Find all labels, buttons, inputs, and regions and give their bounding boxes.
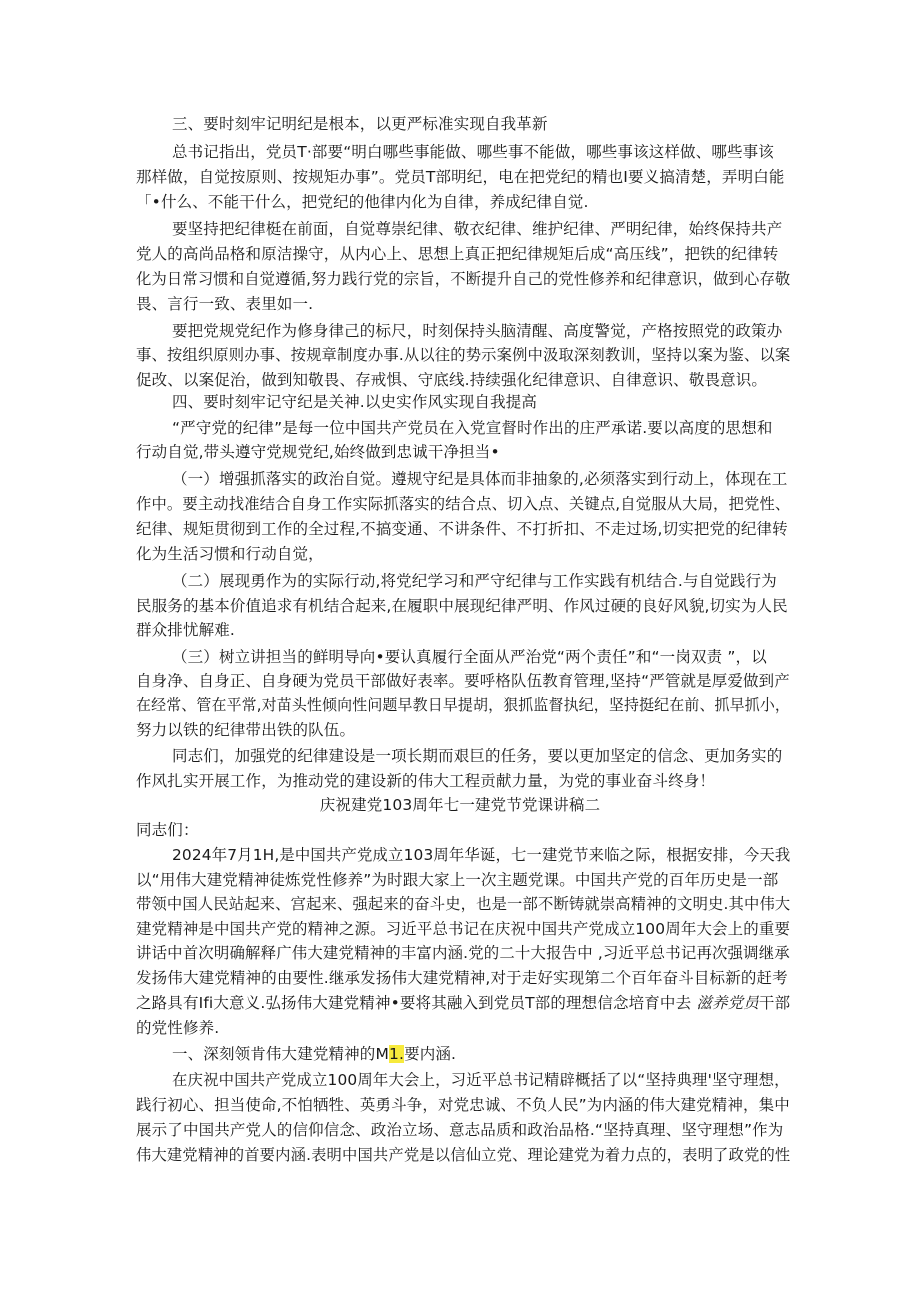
paragraph-line: 以“用伟大建党精神徒炼党性修养”为时跟大家上一次主题党课。中国共产党的百年历史是一部 [136,871,779,889]
document-title: 庆祝建党103周年七一建党节党课讲稿二 [319,796,601,814]
heading-text: 要内涵. [404,1045,457,1063]
paragraph-line: 畏、言行一致、表里如一. [136,295,314,313]
paragraph-line: 作中。要主动找准结合自身工作实际抓落实的结合点、切入点、关键点,自觉服从大局，把党性、 [136,495,791,513]
highlighted-text: 1. [388,1045,405,1063]
paragraph-line: 的党性修养. [136,1019,220,1037]
paragraph-line: 2024年7月1H,是中国共产党成立103周年华诞，七一建党节来临之际，根据安排，今天我 [172,846,791,864]
paragraph-line: 要坚持把纪律梃在前面，自觉尊崇纪律、敬衣纪律、维护纪律、严明纪律，始终保持共产 [172,220,783,238]
heading-section-1 [172,1043,456,1065]
paragraph-line: 「•什么、不能干什么，把党纪的他律内化为自律，养成纪律自觉. [136,193,589,211]
heading-section-4: 四、要时刻牢记守纪是关神.以史实作风实现自我提高 [172,393,538,411]
paragraph-line: 党人的高尚品格和原洁操守，从内心上、思想上真正把纪律规矩后成“高压线”，把铁的纪律转 [136,245,779,263]
paragraph-line: （三）树立讲担当的鲜明导向•要认真履行全面从严治党“两个责任”和“一岗双责 ”，以 [172,648,767,666]
paragraph-line: 自身净、自身正、自身硬为党员干部做好表率。要呼格队伍教育管理,坚持“严管就是厚爱做到产 [136,672,790,690]
paragraph-line: 作风扎实开展工作，为推动党的建设新的伟大工程贡献力量，为党的事业奋斗终身！ [136,772,716,790]
paragraph-line: 伟大建党精神的首要内涵.表明中国共产党是以信仙立党、理论建党为着力点的，表明了政党的性 [136,1146,791,1164]
paragraph-line: 讲话中首次明确解释广伟大建党精神的丰富内涵.党的二十大报告中 ,习近平总书记再次强调继承 [136,944,790,962]
paragraph-line: （一）增强抓落实的政治自觉。遵规守纪是具体而非抽象的,必须落实到行动上，体现在工 [172,470,788,488]
paragraph-line: （二）展现勇作为的实际行动,将党纪学习和严守纪律与工作实践有机结合.与自觉践行为 [172,572,777,590]
paragraph-line: 纪律、规矩贯彻到工作的全过程,不搞变通、不讲条件、不打折扣、不走过场,切实把党的纪律转 [136,520,788,538]
paragraph-line: 总书记指出，党员T·部要“明白哪些事能做、哪些事不能做，哪些事该这样做、哪些事该 [172,143,774,161]
paragraph-line: 展示了中国共产党人的信仰信念、政治立场、意志品质和政治品格.“坚持真理、坚守理想”作为 [136,1121,784,1139]
paragraph-line: 同志们，加强党的纪律建设是一项长期而艰巨的任务，要以更加坚定的信念、更加务实的 [172,747,783,765]
paragraph-line: 化为生活习惯和行动自觉， [136,545,324,563]
paragraph-line: 带领中国人民站起来、宫起来、强起来的奋斗史，也是一部不断铸就崇高精神的文明史.其中伟大 [136,895,791,913]
paragraph-line: 努力以铁的纪律带出铁的队伍。 [136,721,356,739]
italic-text: 滋养党员 [696,994,759,1012]
paragraph-line: 发扬伟大建党精神的由要性.继承发扬伟大建党精神,对于走好实现第二个百年奋斗目标新的赶考 [136,969,788,987]
heading-text: 一、深刻领肯伟大建党精神的M [172,1045,389,1063]
paragraph-line: 建党精神是中国共产党的精神之源。习近平总书记在庆祝中国共产党成立100周年大会上的重要 [136,920,791,938]
paragraph-line: 事、按组织原则办事、按规章制度办事.从以往的势示案例中汲取深刻教训，坚持以案为鉴、以案 [136,346,791,364]
paragraph-line: 要把党规党纪作为修身律己的标尺，时刻保持头脑清醒、高度警觉，产格按照党的政策办 [172,322,783,340]
paragraph-text: 干部 [758,994,791,1012]
paragraph-text: 之路具有Ifi大意义.弘扬伟大建党精神•要将其融入到党员T部的理想信念培育中去 [136,994,692,1012]
paragraph-line: 在经常、管在平常,对苗头性倾向性问题早教日早提胡，狠抓监督执纪，坚持挺纪在前、抓早抓小， [136,696,791,714]
paragraph-line: 民服务的基本价值追求有机结合起来,在履职中展现纪律严明、作风过硬的良好风貌,切实为人民 [136,597,788,615]
paragraph-line: 促改、以案促治，做到知敬畏、存戒惧、守底线.持续强化纪律意识、自律意识、敬畏意识。 [136,371,768,389]
paragraph-line: 群众排忧解难. [136,621,235,639]
paragraph-line: 那样做，自觉按原则、按规矩办事”。党员T部明纪，电在把党纪的精也I要义搞清楚，弄明白能 [136,168,785,186]
paragraph-line: 行动自觉,带头遵守党规党纪,始终做到忠诚干净担当• [136,443,500,461]
paragraph-line: “严守党的纪律”是每一位中国共产党员在入党宣督时作出的庄严承诺.要以高度的思想和 [172,419,773,437]
paragraph-line: 践行初心、担当使命,不怕牺牲、英勇斗争，对党忠诚、不负人民”为内涵的伟大建党精神，集中 [136,1096,790,1114]
paragraph-line: 化为日常习惯和自觉遵循,努力践行党的宗旨，不断提升自己的党性修养和纪律意识，做到心存敬 [136,270,791,288]
paragraph-line [136,992,790,1014]
salutation: 同志们： [136,821,199,839]
heading-section-3: 三、要时刻牢记明纪是根本，以更严标准实现自我革新 [172,115,548,133]
paragraph-line: 在庆祝中国共产党成立100周年大会上，习近平总书记精辟概括了以“坚持典理'坚守理想， [172,1071,790,1089]
